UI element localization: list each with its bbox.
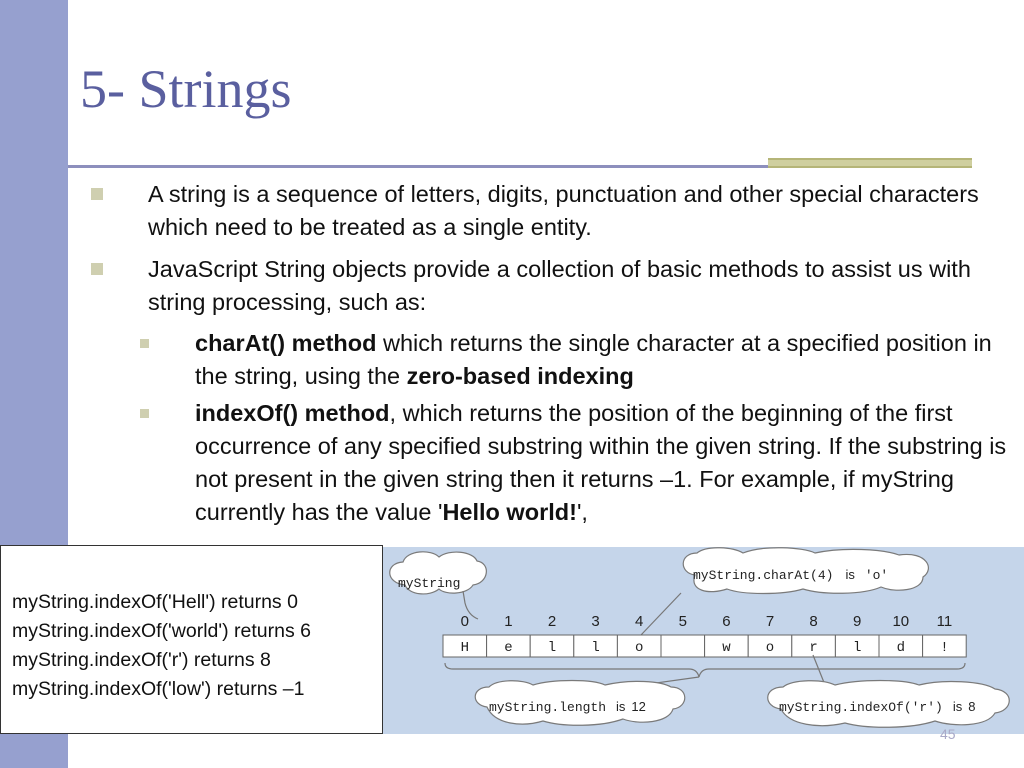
char-value: l xyxy=(547,640,557,656)
char-value: r xyxy=(809,640,818,656)
length-value: 12 xyxy=(631,699,646,714)
char-value: l xyxy=(852,640,862,656)
length-callout xyxy=(475,681,685,726)
sub-bullet-text xyxy=(195,327,1020,393)
title-divider-accent xyxy=(768,158,972,168)
index-label: 4 xyxy=(635,613,644,630)
example-line: myString.indexOf('world') returns 6 xyxy=(12,620,311,642)
length-code: myString.length xyxy=(489,700,607,715)
index-label: 2 xyxy=(547,613,557,630)
sub-bullet-desc-end: ', xyxy=(576,499,588,525)
variable-label: myString xyxy=(398,576,461,591)
index-label: 8 xyxy=(809,613,818,630)
index-label: 11 xyxy=(936,613,953,630)
indexof-callout xyxy=(768,681,1010,728)
index-label: 9 xyxy=(853,613,862,630)
bullet-marker xyxy=(91,188,103,200)
index-label: 10 xyxy=(892,613,910,630)
indexof-is: is xyxy=(952,699,963,714)
indexof-value: 8 xyxy=(968,699,976,714)
char-value: o xyxy=(634,640,644,656)
example-line: myString.indexOf('r') returns 8 xyxy=(12,649,271,671)
sub-bullet-marker xyxy=(140,339,149,348)
index-label: 5 xyxy=(678,613,687,630)
emphasis: Hello world! xyxy=(442,499,577,525)
bullet-marker xyxy=(91,263,103,275)
page-number: 45 xyxy=(940,726,956,742)
charat-code: myString.charAt(4) xyxy=(693,568,834,583)
index-label: 0 xyxy=(460,613,469,630)
index-label: 6 xyxy=(722,613,731,630)
char-value: ! xyxy=(940,640,949,656)
bullet-text: A string is a sequence of letters, digits, punctuation and other special characters which need to be treated as a single entity. xyxy=(148,181,979,240)
char-value: o xyxy=(765,640,775,656)
index-row xyxy=(461,613,953,630)
examples-box xyxy=(0,545,383,734)
char-value: l xyxy=(591,640,600,656)
variable-callout xyxy=(390,552,487,619)
emphasis: zero-based indexing xyxy=(406,363,634,389)
sub-bullet-text xyxy=(195,397,1020,529)
length-bracket xyxy=(445,663,965,677)
char-value: d xyxy=(896,640,906,656)
char-value: H xyxy=(460,640,470,656)
slide-title: 5- Strings xyxy=(80,59,292,119)
indexof-code: myString.indexOf('r') xyxy=(779,700,943,715)
sub-bullet-desc: which returns the single character at a specified position in the string, using the xyxy=(195,330,992,389)
example-line: myString.indexOf('Hell') returns 0 xyxy=(12,591,298,613)
char-row xyxy=(443,635,966,657)
method-name: indexOf() method xyxy=(195,400,390,426)
charat-value: 'o' xyxy=(864,568,889,583)
example-line: myString.indexOf('low') returns –1 xyxy=(12,678,305,700)
sub-bullet-desc: , which returns the position of the beginning of the first occurrence of any specified substring within the given string. If the substring is not present in the given string then it returns –1. For example, if myString currently has the value ' xyxy=(195,400,1007,525)
svg-text:myString.lengthis12 xyxy=(489,699,646,715)
length-is: is xyxy=(616,699,626,714)
char-value: w xyxy=(722,640,731,656)
bullet-text: JavaScript String objects provide a collection of basic methods to assist us with string processing, such as: xyxy=(148,256,971,315)
charat-is: is xyxy=(845,567,855,582)
index-label: 7 xyxy=(765,613,775,630)
index-label: 1 xyxy=(504,613,513,630)
char-value: e xyxy=(504,640,513,656)
string-index-diagram xyxy=(383,547,1024,734)
sub-bullet-marker xyxy=(140,409,149,418)
index-label: 3 xyxy=(591,613,600,630)
method-name: charAt() method xyxy=(195,330,377,356)
char-cell xyxy=(661,635,705,657)
